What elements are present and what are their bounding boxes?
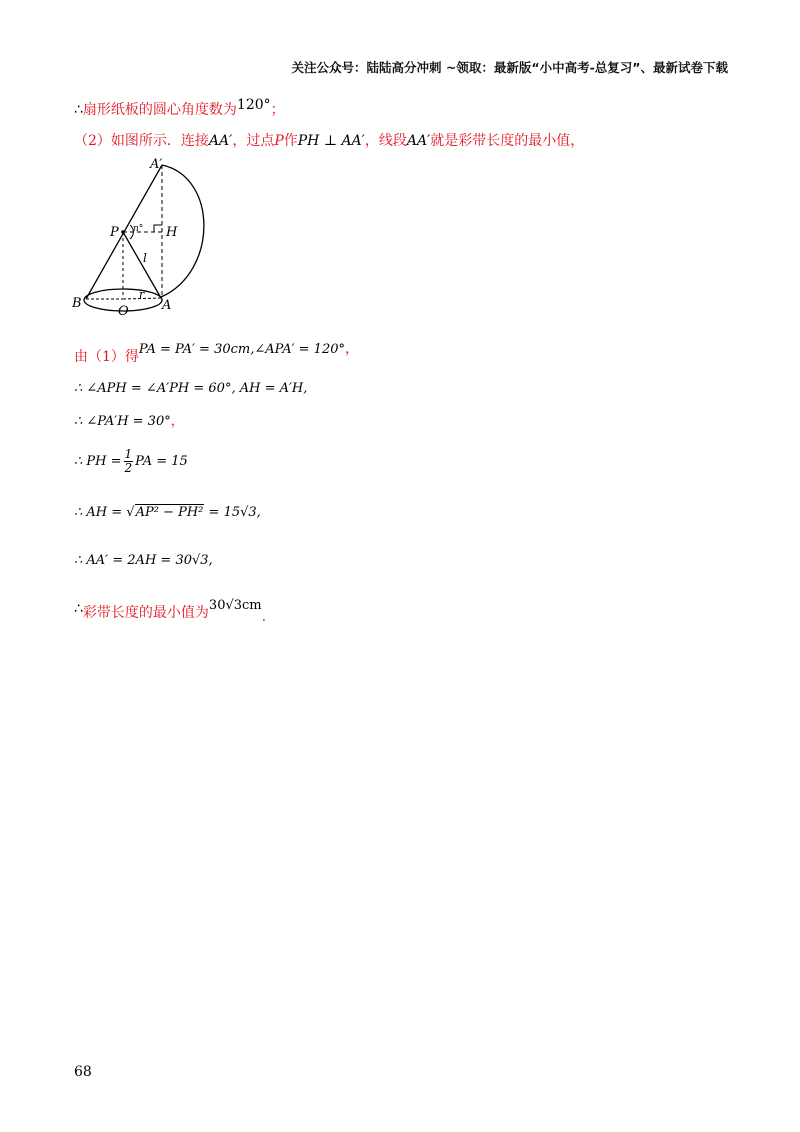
line-8: ∴ AA′ = 2AH = 30√3, (74, 553, 213, 568)
line-9-math: 30√3cm (208, 598, 262, 613)
line-1 (74, 97, 285, 119)
therefore-symbol: ∴ (74, 102, 83, 118)
right-angle-mark (154, 225, 162, 232)
sqrt-radicand: AP² − PH² (135, 505, 204, 520)
therefore-symbol-2: ∴ (74, 601, 83, 617)
line-2-part-4: ，线段 (364, 133, 407, 149)
line-3-text: 由（1）得 (74, 349, 139, 365)
label-a: A (162, 298, 172, 313)
point-p (121, 230, 125, 234)
sqrt-sign: √ (126, 505, 135, 520)
line-9 (74, 598, 266, 625)
line-3-tail: ， (345, 341, 359, 357)
line-7-pre: ∴ AH = (74, 505, 123, 520)
line-5 (74, 410, 184, 429)
label-a-prime: A′ (150, 157, 163, 172)
line-2-part-5: 就是彩带长度的最小值， (430, 133, 585, 149)
label-l: l (143, 251, 147, 265)
page-header: 关注公众号：陆陆高分冲刺 ~领取：最新版“小中高考-总复习”、最新试卷下载 (291, 60, 728, 75)
fraction-denominator: 2 (124, 461, 133, 475)
math-aa-prime: AA′ (208, 133, 233, 149)
line-4: ∴ ∠APH = ∠A′PH = 60°, AH = A′H, (74, 381, 308, 396)
line-2 (74, 130, 584, 150)
line-1-math: 120° (236, 97, 271, 113)
math-ph-perp: PH ⊥ AA′ (297, 133, 365, 149)
line-1-text: 扇形纸板的圆心角度数为 (82, 102, 237, 118)
line-1-tail: ； (270, 102, 285, 118)
label-p: P (110, 225, 119, 240)
label-n: n° (133, 224, 144, 234)
line-3-math: PA = PA′ = 30cm,∠APA′ = 120° (138, 342, 345, 357)
fraction-half (124, 448, 134, 475)
line-5-math: ∴ ∠PA′H = 30° (74, 414, 171, 429)
page-number: 68 (74, 1064, 92, 1080)
label-r: r (139, 288, 145, 301)
line-2-part-2: ，过点 (232, 133, 275, 149)
label-b: B (72, 296, 82, 311)
line-3 (74, 338, 359, 366)
fraction-numerator: 1 (124, 447, 133, 461)
line-6-pre: ∴ PH = (74, 454, 122, 469)
line-5-tail: ， (170, 414, 184, 429)
label-o: O (118, 304, 129, 319)
cone-diagram (68, 152, 218, 322)
math-p: P (274, 133, 284, 149)
line-2-part-3: 作 (283, 133, 298, 149)
line-9-tail: . (261, 609, 267, 625)
math-aa-prime-2: AA′ (406, 133, 431, 149)
label-h: H (166, 225, 178, 240)
line-6-post: PA = 15 (135, 454, 188, 469)
line-2-part-1: （2）如图所示．连接 (74, 133, 209, 149)
line-7 (74, 505, 261, 520)
line-6 (74, 448, 188, 475)
line-9-text: 彩带长度的最小值为 (82, 605, 209, 621)
line-7-post: = 15√3, (208, 505, 261, 520)
